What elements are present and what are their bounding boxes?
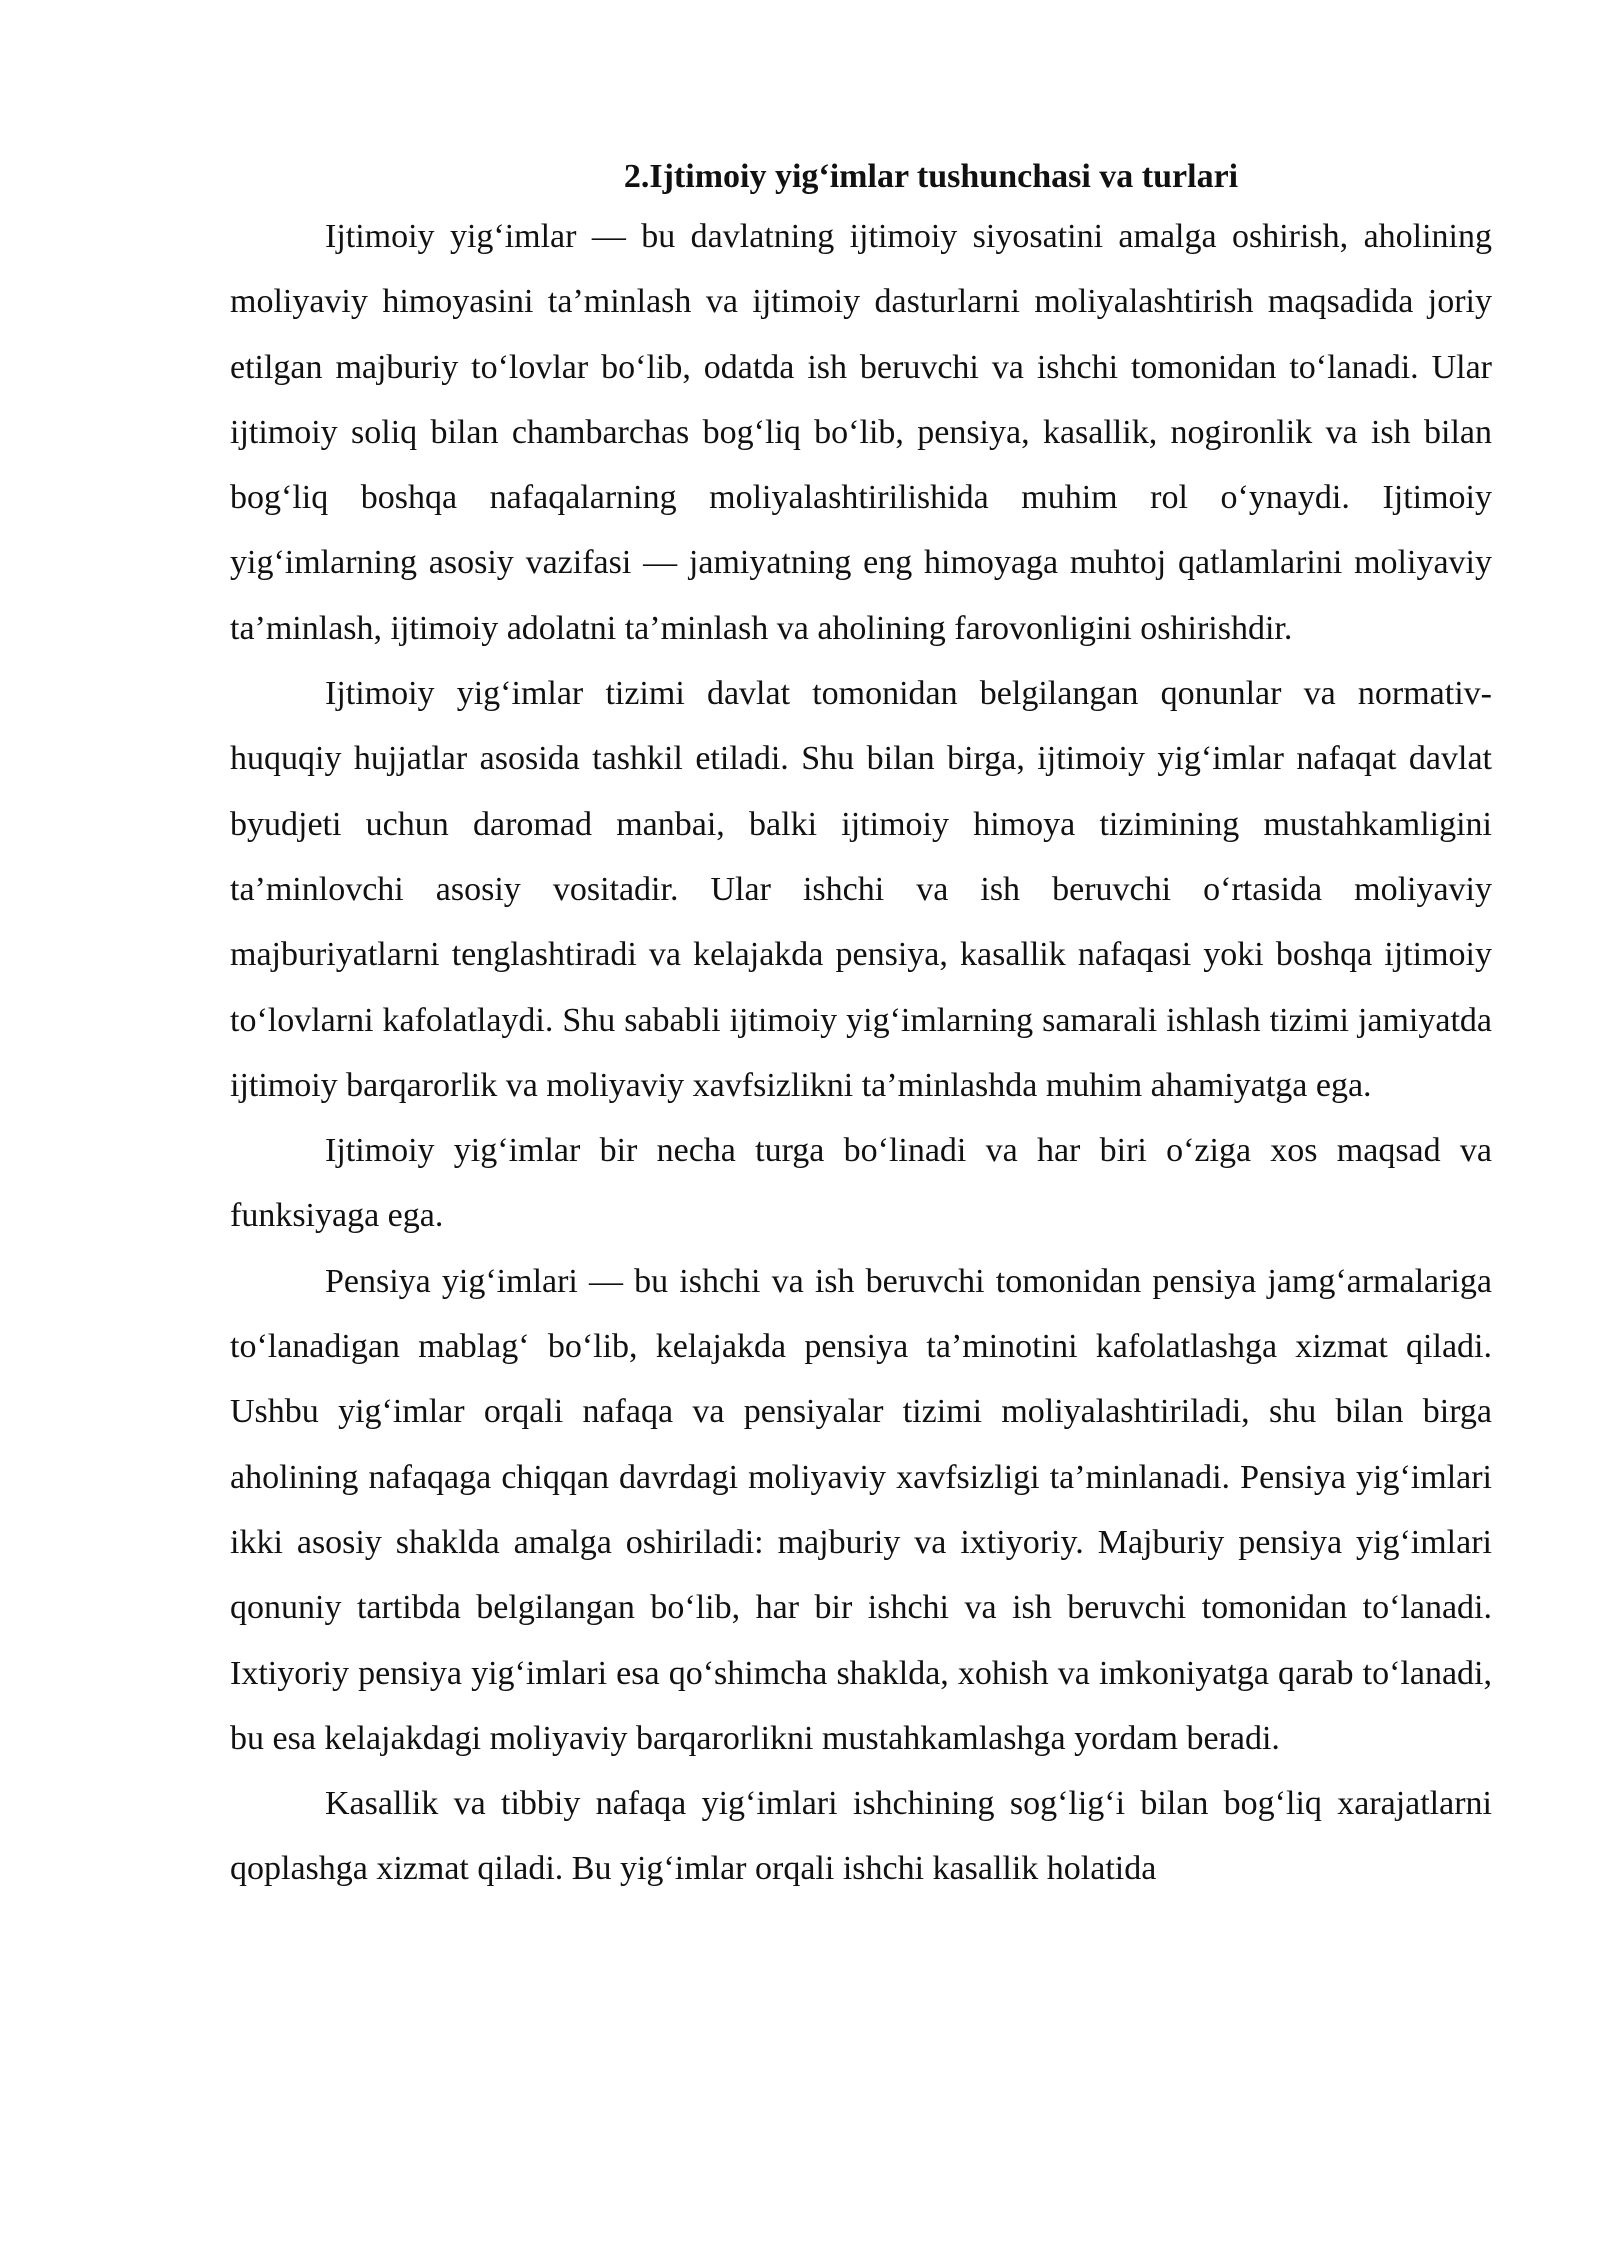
paragraph-2: Ijtimoiy yig‘imlar tizimi davlat tomonidan belgilangan qonunlar va normativ-huquqiy hujjatlar asosida tashkil etiladi. Shu bilan birga, ijtimoiy yig‘imlar nafaqat davlat byudjeti uchun daromad manbai, balki ijtimoiy himoya tizimining mustahkamligini ta’minlovchi asosiy vositadir. Ular ishchi va ish beruvchi o‘rtasida moliyaviy majburiyatlarni tenglashtiradi va kelajakda pensiya, kasallik nafaqasi yoki boshqa ijtimoiy to‘lovlarni kafolatlaydi. Shu sababli ijtimoiy yig‘imlarning samarali ishlash tizimi jamiyatda ijtimoiy barqarorlik va moliyaviy xavfsizlikni ta’minlashda muhim ahamiyatga ega. <box>230 675 1492 1104</box>
paragraph-1: Ijtimoiy yig‘imlar — bu davlatning ijtimoiy siyosatini amalga oshirish, aholining moliyaviy himoyasini ta’minlash va ijtimoiy dasturlarni moliyalashtirish maqsadida joriy etilgan majburiy to‘lovlar bo‘lib, odatda ish beruvchi va ishchi tomonidan to‘lanadi. Ular ijtimoiy soliq bilan chambarchas bog‘liq bo‘lib, pensiya, kasallik, nogironlik va ish bilan bog‘liq boshqa nafaqalarning moliyalashtirilishida muhim rol o‘ynaydi. Ijtimoiy yig‘imlarning asosiy vazifasi — jamiyatning eng himoyaga muhtoj qatlamlarini moliyaviy ta’minlash, ijtimoiy adolatni ta’minlash va aholining farovonligini oshirishdir. <box>230 218 1492 647</box>
paragraph-5: Kasallik va tibbiy nafaqa yig‘imlari ishchining sog‘lig‘i bilan bog‘liq xarajatlarni qoplashga xizmat qiladi. Bu yig‘imlar orqali ishchi kasallik holatida <box>230 1785 1492 1888</box>
paragraph-4: Pensiya yig‘imlari — bu ishchi va ish beruvchi tomonidan pensiya jamg‘armalariga to‘lanadigan mablag‘ bo‘lib, kelajakda pensiya ta’minotini kafolatlashga xizmat qiladi. Ushbu yig‘imlar orqali nafaqa va pensiyalar tizimi moliyalashtiriladi, shu bilan birga aholining nafaqaga chiqqan davrdagi moliyaviy xavfsizligi ta’minlanadi. Pensiya yig‘imlari ikki asosiy shaklda amalga oshiriladi: majburiy va ixtiyoriy. Majburiy pensiya yig‘imlari qonuniy tartibda belgilangan bo‘lib, har bir ishchi va ish beruvchi tomonidan to‘lanadi. Ixtiyoriy pensiya yig‘imlari esa qo‘shimcha shaklda, xohish va imkoniyatga qarab to‘lanadi, bu esa kelajakdagi moliyaviy barqarorlikni mustahkamlashga yordam beradi. <box>230 1262 1492 1757</box>
paragraph-3: Ijtimoiy yig‘imlar bir necha turga bo‘linadi va har biri o‘ziga xos maqsad va funksiyaga ega. <box>230 1132 1492 1235</box>
document-body <box>230 150 1492 1902</box>
section-title: 2.Ijtimoiy yig‘imlar tushunchasi va turlari <box>623 158 1239 195</box>
